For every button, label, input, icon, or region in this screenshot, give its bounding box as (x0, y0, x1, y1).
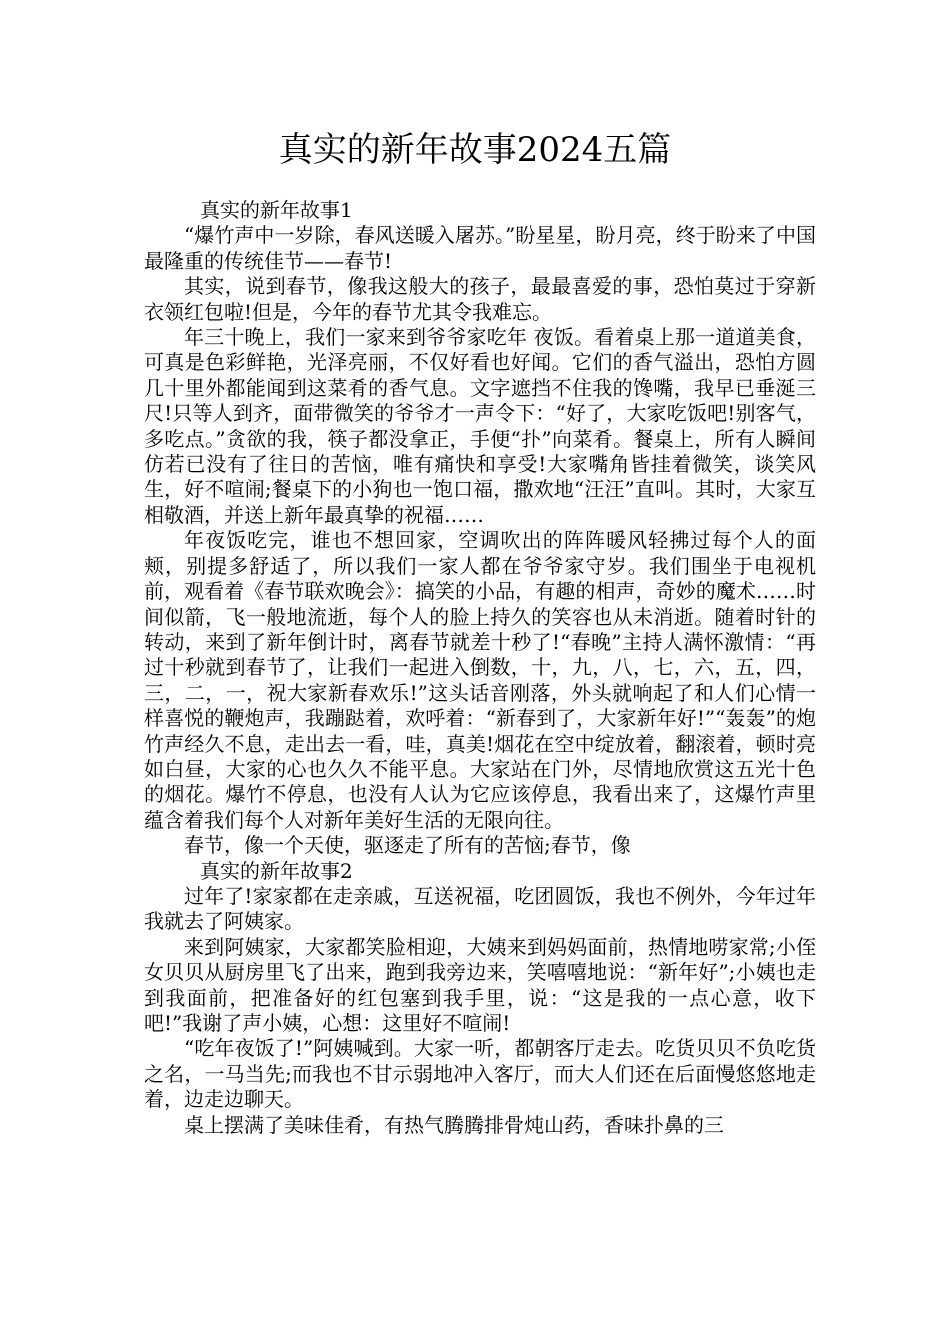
paragraph: “爆竹声中一岁除，春风送暖入屠苏。”盼星星，盼月亮，终于盼来了中国最隆重的传统佳节——春节! (144, 223, 816, 273)
paragraph: 年夜饭吃完，谁也不想回家，空调吹出的阵阵暖风轻拂过每个人的面颊，别提多舒适了，所以我们一家人都在爷爷家守岁。我们围坐于电视机前，观看着《春节联欢晚会》：搞笑的小品，有趣的相声，奇妙的魔术……时间似箭，飞一般地流逝，每个人的脸上持久的笑容也从未消逝。随着时针的转动，来到了新年倒计时，离春节就差十秒了!“春晚”主持人满怀激情：“再过十秒就到春节了，让我们一起进入倒数，十，九，八，七，六，五，四，三，二，一，祝大家新春欢乐!”这头话音刚落，外头就响起了和人们心情一样喜悦的鞭炮声，我蹦跶着，欢呼着：“新春到了，大家新年好!”“轰轰”的炮竹声经久不息，走出去一看，哇，真美!烟花在空中绽放着，翻滚着，顿时亮如白昼，大家的心也久久不能平息。大家站在门外，尽情地欣赏这五光十色的烟花。爆竹不停息，也没有人认为它应该停息，我看出来了，这爆竹声里蕴含着我们每个人对新年美好生活的无限向往。 (144, 528, 816, 832)
paragraph: 过年了!家家都在走亲戚，互送祝福，吃团圆饭，我也不例外，今年过年我就去了阿姨家。 (144, 883, 816, 934)
document-body (144, 198, 816, 1138)
paragraph: 年三十晚上，我们一家来到爷爷家吃年 夜饭。看着桌上那一道道美食，可真是色彩鲜艳，光泽亮丽，不仅好看也好闻。它们的香气溢出，恐怕方圆几十里外都能闻到这菜肴的香气息。文字遮挡不住我的馋嘴，我早已垂涎三尺!只等人到齐，面带微笑的爷爷才一声令下：“好了，大家吃饭吧!别客气，多吃点。”贪欲的我，筷子都没拿正，手便“扑”向菜肴。餐桌上，所有人瞬间仿若已没有了往日的苦恼，唯有痛快和享受!大家嘴角皆挂着微笑，谈笑风生，好不喧闹;餐桌下的小狗也一饱口福，撒欢地“汪汪”直叫。其时，大家互相敬酒，并送上新年最真挚的祝福…… (144, 325, 816, 527)
paragraph: 来到阿姨家，大家都笑脸相迎，大姨来到妈妈面前，热情地唠家常;小侄女贝贝从厨房里飞了出来，跑到我旁边来，笑嘻嘻地说：“新年好”;小姨也走到我面前，把准备好的红包塞到我手里，说：“这是我的一点心意，收下吧!”我谢了声小姨，心想：这里好不喧闹! (144, 934, 816, 1035)
paragraph: 桌上摆满了美味佳肴，有热气腾腾排骨炖山药，香味扑鼻的三 (184, 1112, 724, 1137)
paragraph: “吃年夜饭了!”阿姨喊到。大家一听，都朝客厅走去。吃货贝贝不负吃货之名，一马当先;而我也不甘示弱地冲入客厅，而大人们还在后面慢悠悠地走着，边走边聊天。 (144, 1036, 816, 1112)
document-title: 真实的新年故事2024五篇 (278, 130, 672, 170)
paragraph: 其实，说到春节，像我这般大的孩子，最最喜爱的事，恐怕莫过于穿新衣领红包啦!但是，今年的春节尤其令我难忘。 (144, 274, 816, 324)
paragraph: 春节，像一个天使，驱逐走了所有的苦恼;春节，像 (184, 833, 631, 858)
story-heading: 真实的新年故事2 (200, 858, 353, 883)
story-heading: 真实的新年故事1 (200, 198, 353, 222)
